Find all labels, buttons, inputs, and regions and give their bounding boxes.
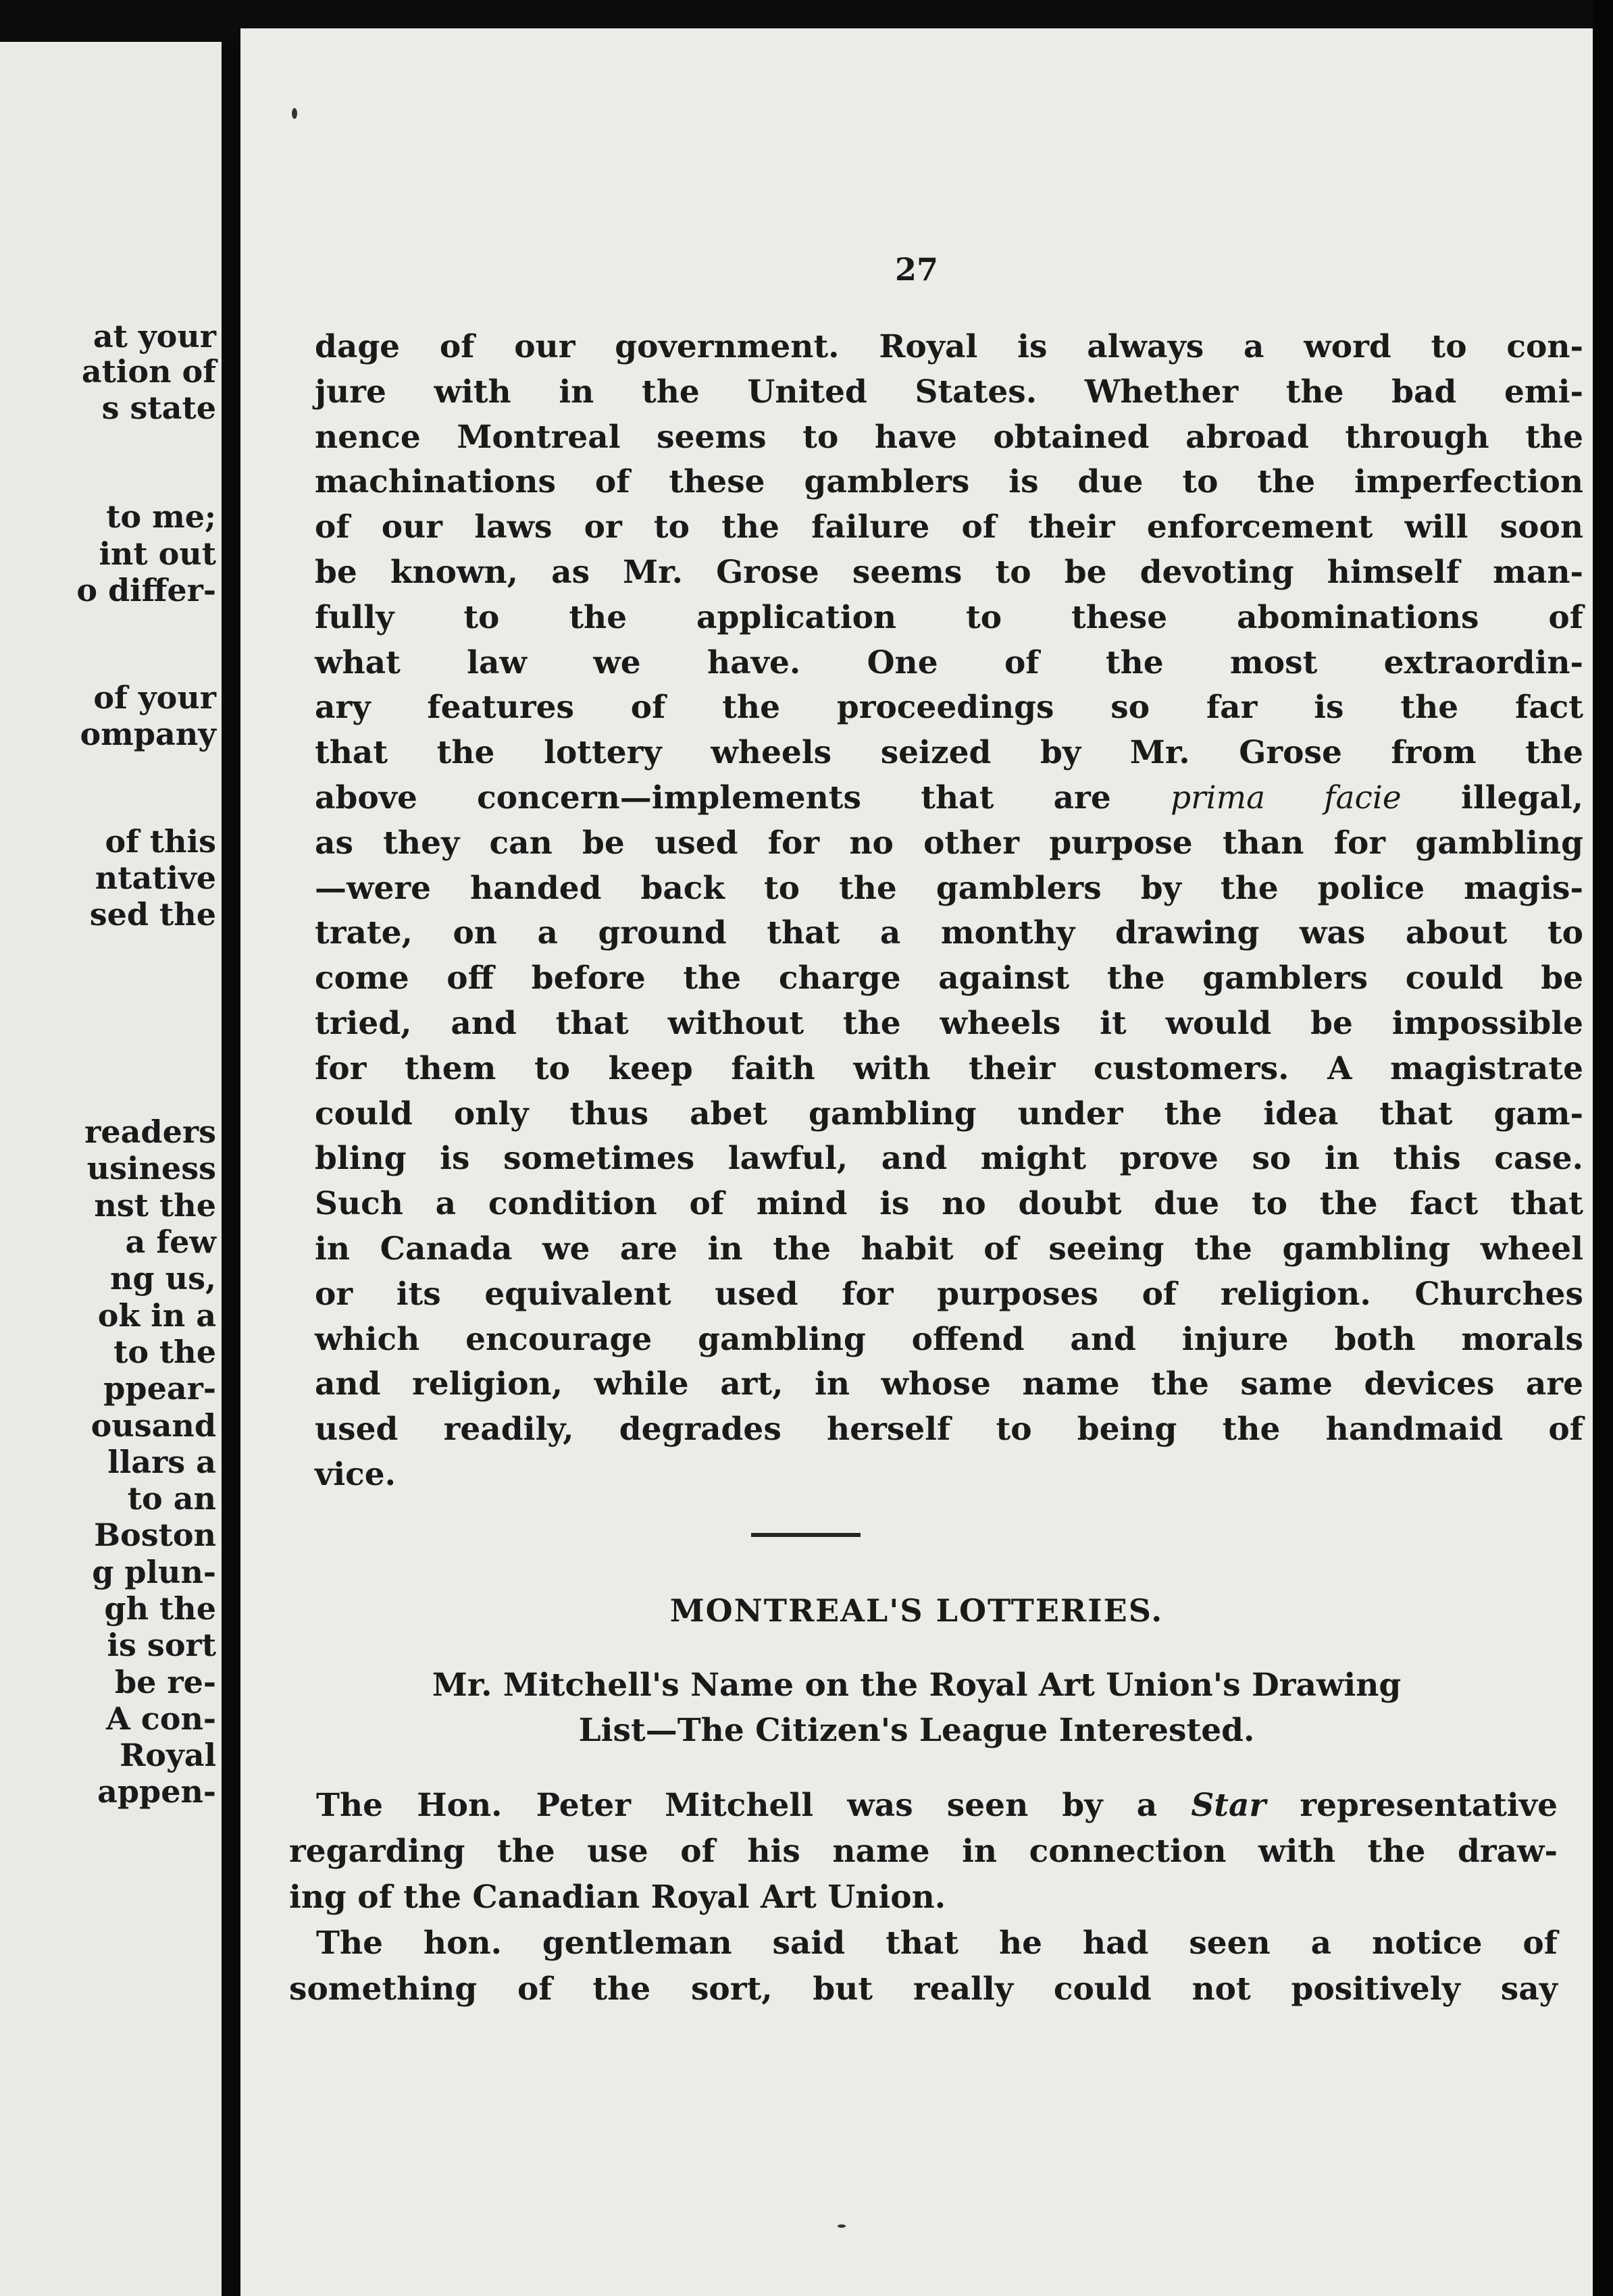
left-page-line: usiness [86, 1150, 216, 1186]
left-page-line: Royal [120, 1737, 216, 1773]
left-page-line: nst the [94, 1187, 216, 1224]
left-page-line: llars a [107, 1444, 216, 1480]
left-page-line: ompany [80, 716, 216, 752]
book-gutter [222, 42, 240, 2296]
left-page-line: readers [84, 1114, 216, 1150]
ink-speck [292, 108, 297, 119]
left-page-line: be re- [114, 1664, 216, 1700]
body-text-line: used readily, degrades herself to being the handmaid of [315, 1411, 1583, 1449]
body-text-line: fully to the application to these abominations of [315, 598, 1583, 636]
left-page-line: g plun- [92, 1554, 216, 1590]
page-number: 27 [894, 251, 938, 288]
body-text-line: trate, on a ground that a monthy drawing was about to [315, 914, 1583, 952]
text-run: The Hon. Peter Mitchell was seen by a [316, 1787, 1192, 1824]
left-page-line: ation of [81, 353, 216, 390]
left-page-line: sed the [89, 896, 216, 933]
body-text-line: as they can be used for no other purpose than for gambling [315, 824, 1583, 862]
body-text-line: jure with in the United States. Whether the bad emi- [315, 373, 1583, 411]
body-text-line: or its equivalent used for purposes of religion. Churches [315, 1275, 1583, 1313]
body-text-line: for them to keep faith with their customers. A magistrate [315, 1049, 1583, 1087]
left-page-line: at your [93, 318, 216, 355]
body-text-line: tried, and that without the wheels it would be impossible [315, 1005, 1583, 1042]
left-page-line: of this [105, 823, 216, 860]
body-text-line: ary features of the proceedings so far is the fact [315, 689, 1583, 727]
text-run: above concern—implements that are [315, 779, 1171, 816]
ink-speck [838, 2224, 846, 2228]
left-page-line: appen- [97, 1773, 216, 1810]
body-text-line [315, 779, 1583, 816]
right-page [240, 28, 1593, 2296]
body-text-line [289, 1787, 1558, 1824]
body-text-line: what law we have. One of the most extraordin- [315, 644, 1583, 681]
body-text-line: dage of our government. Royal is always a word to con- [315, 328, 1583, 365]
body-text-line: something of the sort, but really could not positively say [289, 1971, 1558, 2008]
left-page-line: is sort [107, 1627, 216, 1663]
text-run: illegal, [1401, 779, 1583, 816]
body-text-line: nence Montreal seems to have obtained abroad through the [315, 418, 1583, 456]
left-page-line: ng us, [110, 1260, 216, 1297]
left-page-line: to the [113, 1334, 216, 1370]
italic-term: prima facie [1171, 779, 1402, 816]
body-text-line: vice. [315, 1456, 396, 1493]
left-page-line: s state [101, 390, 216, 426]
body-text-line: regarding the use of his name in connection with the draw- [289, 1833, 1558, 1870]
body-text-line: Such a condition of mind is no doubt due to the fact that [315, 1185, 1583, 1223]
left-page-line: ok in a [97, 1297, 216, 1334]
body-text-line: come off before the charge against the gamblers could be [315, 960, 1583, 997]
left-page-fragment [0, 42, 222, 2296]
body-text-line: ing of the Canadian Royal Art Union. [289, 1879, 946, 1916]
body-text-line: in Canada we are in the habit of seeing the gambling wheel [315, 1230, 1583, 1268]
body-text-line: —were handed back to the gamblers by the police magis- [315, 869, 1583, 907]
text-run: representative [1266, 1787, 1558, 1824]
left-page-line: int out [99, 536, 216, 572]
left-page-line: o differ- [76, 572, 216, 608]
body-text-line: that the lottery wheels seized by Mr. Grose from the [315, 734, 1583, 772]
left-page-line: to me; [106, 498, 216, 535]
body-text-line: could only thus abet gambling under the idea that gam- [315, 1095, 1583, 1132]
italic-term: Star [1191, 1787, 1266, 1824]
left-page-line: Boston [94, 1517, 216, 1553]
body-text-line: be known, as Mr. Grose seems to be devoting himself man- [315, 554, 1583, 591]
body-text-line: machinations of these gamblers is due to the imperfection [315, 463, 1583, 501]
left-page-line: ntative [95, 860, 216, 896]
body-text-line: bling is sometimes lawful, and might prove so in this case. [315, 1140, 1583, 1178]
body-text-line: and religion, while art, in whose name the same devices are [315, 1365, 1583, 1403]
body-text-line: The hon. gentleman said that he had seen a notice of [316, 1925, 1558, 1962]
left-page-line: a few [125, 1224, 216, 1260]
body-text-line: of our laws or to the failure of their enforcement will soon [315, 508, 1583, 546]
left-page-line: ousand [91, 1407, 216, 1444]
left-page-line: ppear- [103, 1370, 216, 1407]
subheading-line-1: Mr. Mitchell's Name on the Royal Art Union's Drawing [432, 1667, 1402, 1704]
subheading-line-2: List—The Citizen's League Interested. [578, 1712, 1255, 1749]
page-edge-shadow [1593, 0, 1613, 2296]
section-divider [751, 1533, 861, 1537]
body-text-line: which encourage gambling offend and injure both morals [315, 1320, 1583, 1358]
left-page-line: of your [93, 679, 216, 716]
section-heading: MONTREAL'S LOTTERIES. [669, 1592, 1164, 1629]
left-page-line: to an [127, 1480, 216, 1517]
left-page-line: gh the [104, 1590, 216, 1627]
left-page-line: A con- [106, 1700, 216, 1737]
